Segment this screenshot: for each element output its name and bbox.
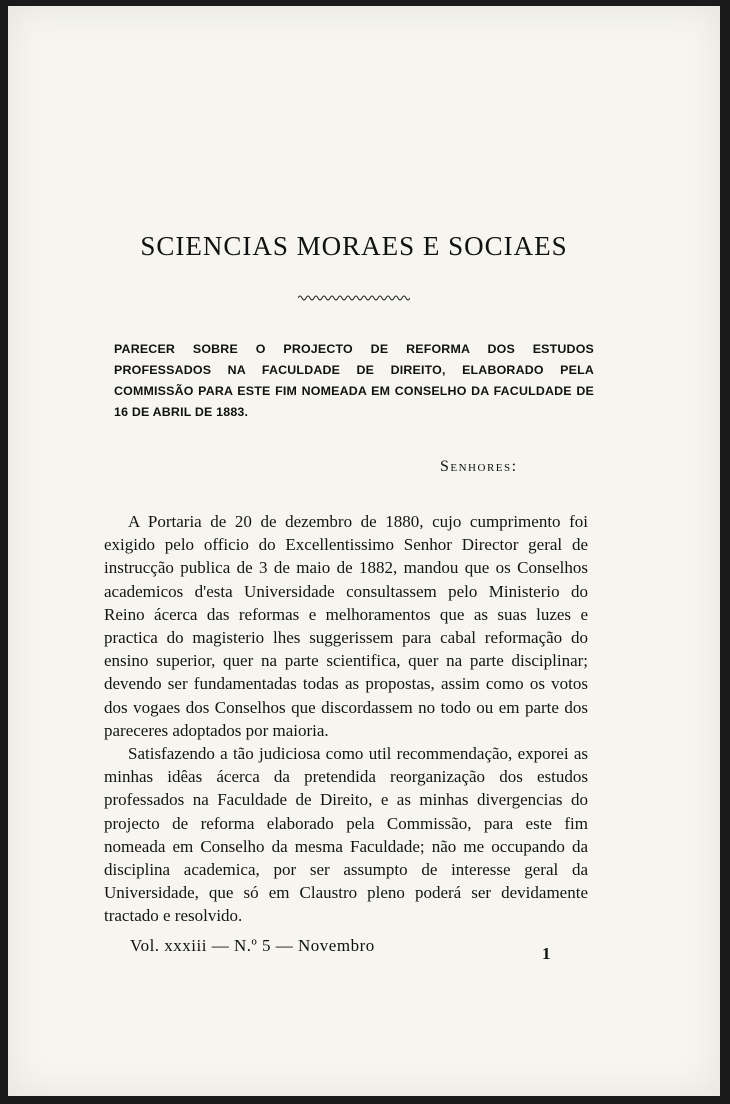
page-title: SCIENCIAS MORAES E SOCIAES <box>140 231 568 261</box>
subtitle-text: PARECER SOBRE O PROJECTO DE REFORMA DOS ESTUDOS PROFESSADOS NA FACULDADE DE DIREITO, ELABORADO PELA COMMISSÃO PARA ESTE FIM NOMEADA EM CONSELHO DA FACULDADE DE 16 DE ABRIL DE 1883. <box>114 342 594 419</box>
page-number: 1 <box>542 944 551 963</box>
ornament-divider <box>298 292 410 304</box>
body-text <box>104 510 588 928</box>
paragraph: A Portaria de 20 de dezembro de 1880, cujo cumprimento foi exigido pelo officio do Excellentissimo Senhor Director geral de instrucção publica de 3 de maio de 1882, mandou que os Conselhos academicos d'esta Universidade consultassem pelo Ministerio do Reino ácerca das reformas e melhoramentos que as suas luzes e practica do magisterio lhes suggerissem para cabal reformação do ensino superior, quer na parte scientifica, quer na parte disciplinar; devendo ser fundamentadas todas as propostas, assim como os votos dos vogaes dos Conselhos que discordassem no todo ou em parte dos pareceres adoptados por maioria. <box>104 512 588 740</box>
volume-footer: Vol. xxxiii — N.º 5 — Novembro <box>130 936 375 955</box>
document-page <box>8 6 720 1096</box>
paragraph: Satisfazendo a tão judiciosa como util recommendação, exporei as minhas idêas ácerca da pretendida reorganização dos estudos professados na Faculdade de Direito, e as minhas divergencias do projecto de reforma elaborado pela Commissão, para este fim nomeada em Conselho da mesma Faculdade; não me occupando da disciplina academica, por ser assumpto de interesse geral da Universidade, que só em Claustro pleno poderá ser devidamente tractado e resolvido. <box>104 744 588 926</box>
salutation: Senhores: <box>440 458 518 475</box>
article-subtitle <box>114 339 594 423</box>
